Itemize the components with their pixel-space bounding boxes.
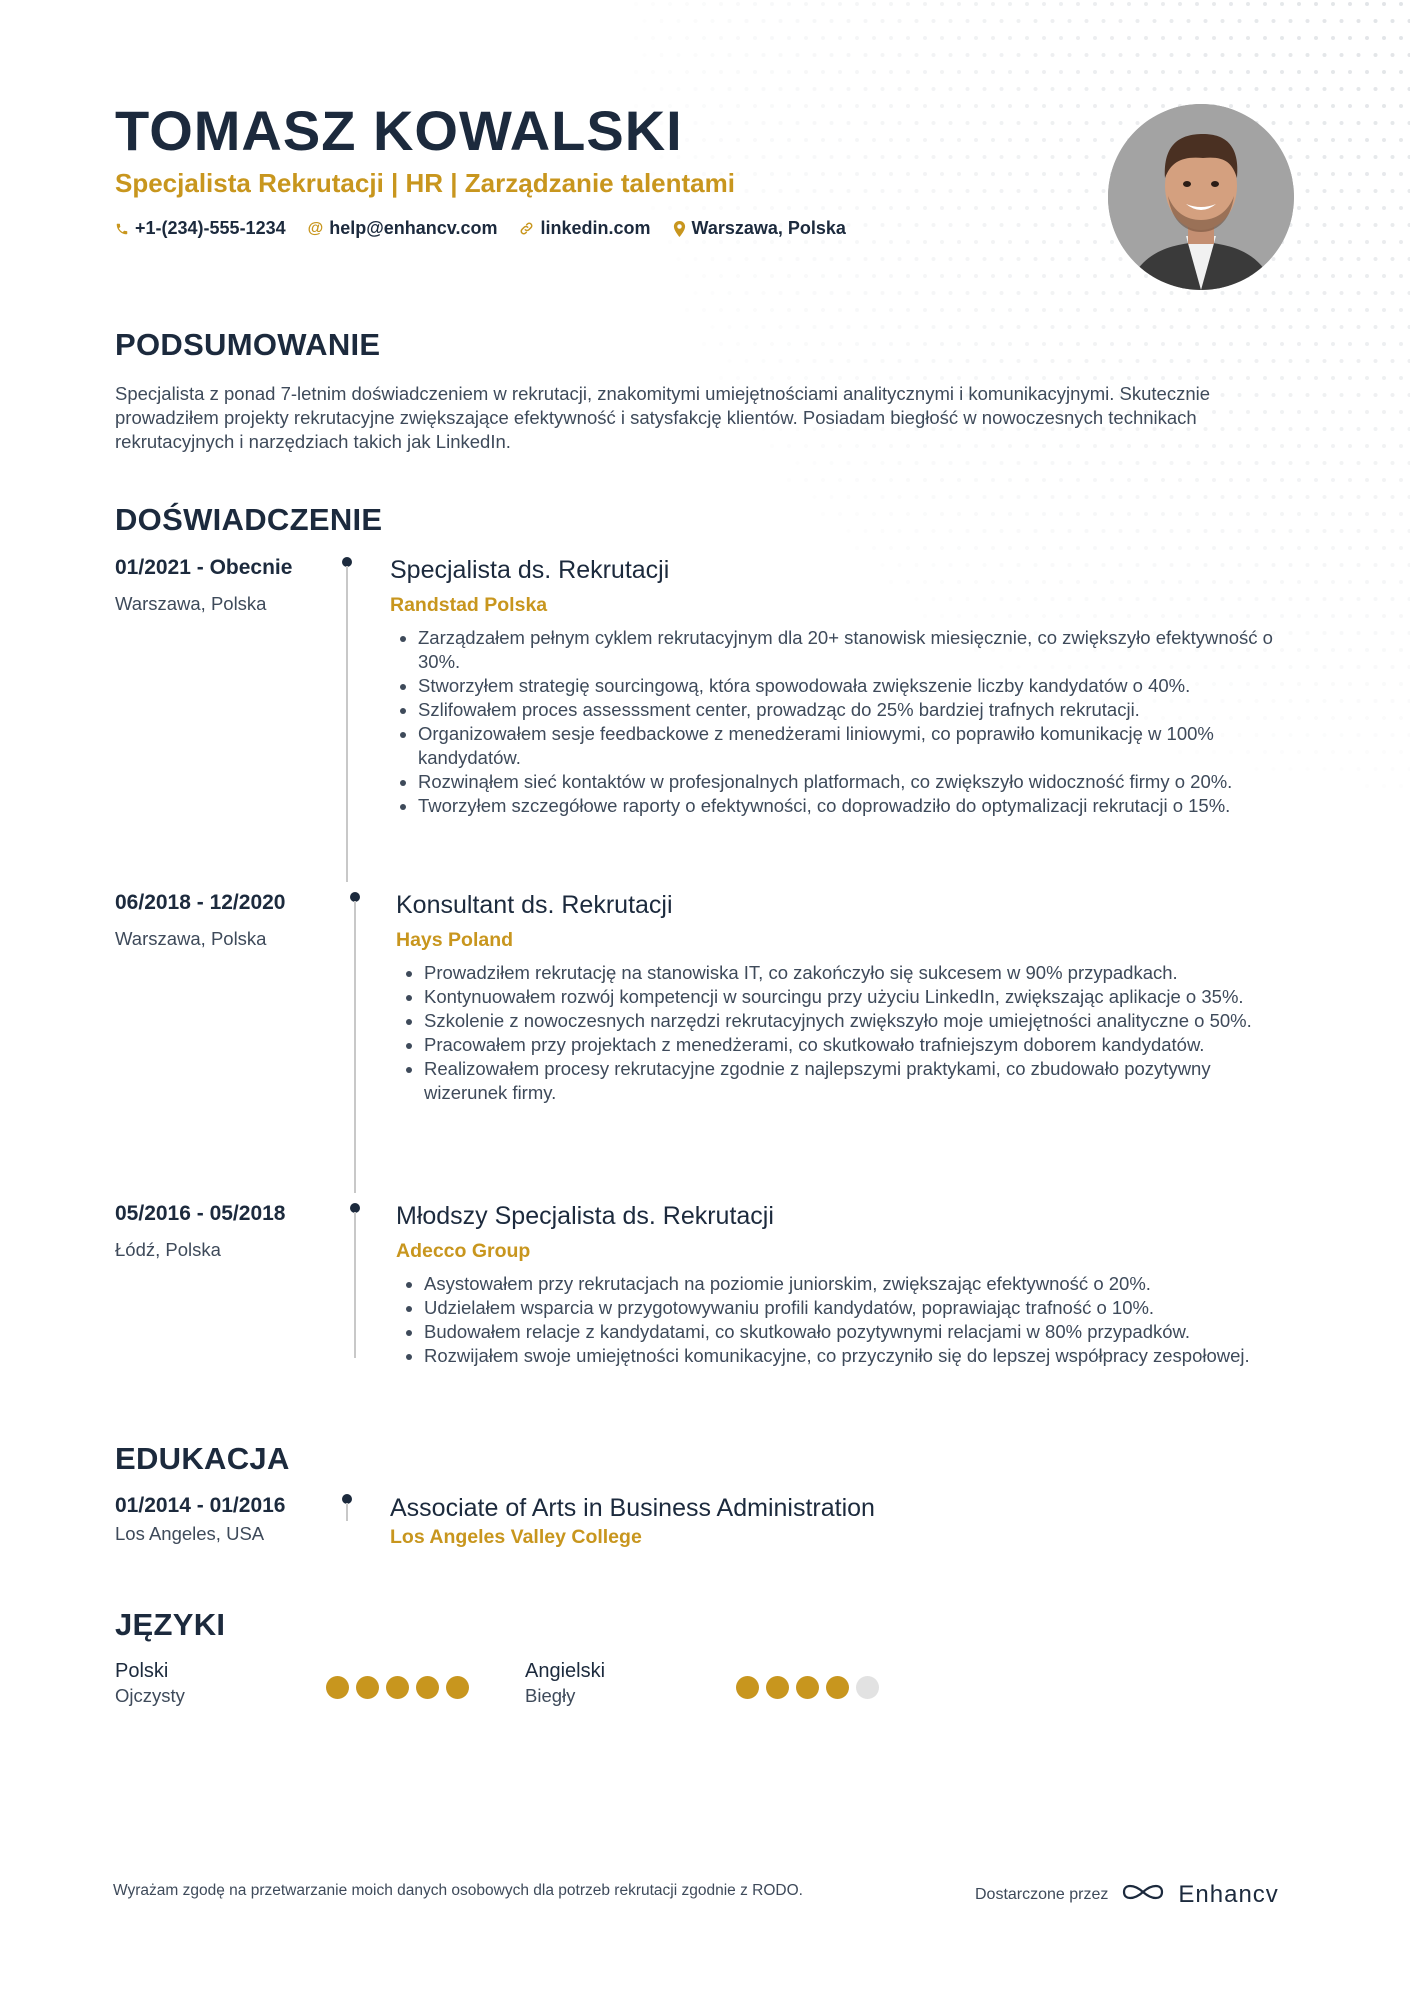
experience-bullet: • Asystowałem przy rekrutacjach na poziomie juniorskim, zwiększając efektywność o 20%. [424, 1272, 1296, 1296]
experience-company: Randstad Polska [390, 594, 548, 616]
experience-date-range: 01/2021 - Obecnie [115, 556, 293, 579]
rating-dot-filled [326, 1676, 349, 1699]
rating-dot-filled [736, 1676, 759, 1699]
education-degree: Associate of Arts in Business Administration [390, 1494, 875, 1522]
rating-dot-filled [826, 1676, 849, 1699]
contact-list [115, 218, 846, 239]
rating-dot-filled [766, 1676, 789, 1699]
rating-dot-empty [856, 1676, 879, 1699]
experience-dates [115, 1200, 285, 1262]
experience-item [396, 889, 1296, 1105]
experience-bullets [396, 961, 1296, 1105]
education-school: Los Angeles Valley College [390, 1526, 642, 1548]
experience-bullet: • Szkolenie z nowoczesnych narzędzi rekrutacyjnych zwiększyło moje umiejętności analityczne o 50%. [424, 1009, 1296, 1033]
experience-bullet: • Rozwinąłem sieć kontaktów w profesjonalnych platformach, co zwiększyło widoczność firmy o 20%. [418, 770, 1290, 794]
experience-title: DOŚWIADCZENIE [115, 502, 383, 537]
contact-email[interactable] [308, 218, 498, 239]
timeline-line [346, 1503, 348, 1521]
contact-phone[interactable] [115, 218, 286, 239]
rating-dot-filled [796, 1676, 819, 1699]
experience-bullets [390, 626, 1290, 818]
powered-by-label: Dostarczone przez [975, 1885, 1109, 1903]
education-date-range: 01/2014 - 01/2016 [115, 1494, 286, 1517]
powered-by[interactable] [975, 1880, 1279, 1909]
profile-photo [1108, 104, 1294, 290]
candidate-name: TOMASZ KOWALSKI [115, 99, 683, 162]
at-icon: @ [307, 219, 324, 237]
contact-linkedin-text: linkedin.com [540, 218, 651, 238]
language-item [115, 1658, 185, 1708]
experience-bullet: • Budowałem relacje z kandydatami, co skutkowało pozytywnymi relacjami w 80% przypadków. [424, 1320, 1296, 1344]
link-icon [519, 221, 534, 236]
enhancv-logo-icon [1120, 1880, 1166, 1909]
consent-note: Wyrażam zgodę na przetwarzanie moich danych osobowych dla potrzeb rekrutacji zgodnie z RODO. [113, 1882, 803, 1899]
contact-location [673, 218, 846, 239]
timeline-line [346, 566, 348, 882]
language-level: Biegły [525, 1685, 576, 1706]
education-location: Los Angeles, USA [115, 1523, 265, 1544]
experience-item [390, 554, 1290, 818]
timeline-line [354, 1212, 356, 1358]
experience-bullet: • Prowadziłem rekrutację na stanowiska IT, co zakończyło się sukcesem w 90% przypadkach. [424, 961, 1296, 985]
experience-date-range: 06/2018 - 12/2020 [115, 891, 286, 914]
education-title: EDUKACJA [115, 1441, 290, 1476]
contact-phone-text: +1-(234)-555-1234 [135, 218, 286, 238]
education-dates [115, 1492, 285, 1546]
experience-bullet: • Tworzyłem szczegółowe raporty o efektywności, co doprowadziło do optymalizacji rekrutacji o 15%. [418, 794, 1290, 818]
contact-location-text: Warszawa, Polska [691, 218, 846, 238]
experience-bullet: • Realizowałem procesy rekrutacyjne zgodnie z najlepszymi praktykami, co zbudowało pozytywny wizerunek firmy. [424, 1057, 1296, 1105]
experience-item [396, 1200, 1296, 1368]
language-rating [736, 1676, 879, 1699]
experience-company: Hays Poland [396, 929, 514, 951]
experience-role: Specjalista ds. Rekrutacji [390, 556, 670, 584]
experience-bullet: • Kontynuowałem rozwój kompetencji w sourcingu przy użyciu LinkedIn, zwiększając aplikacje o 35%. [424, 985, 1296, 1009]
experience-bullets [396, 1272, 1296, 1368]
experience-location: Łódź, Polska [115, 1239, 221, 1260]
experience-bullet: • Udzielałem wsparcia w przygotowywaniu profili kandydatów, poprawiając trafność o 10%. [424, 1296, 1296, 1320]
experience-role: Młodszy Specjalista ds. Rekrutacji [396, 1202, 774, 1230]
experience-bullet: • Organizowałem sesje feedbackowe z menedżerami liniowymi, co poprawiło komunikację w 100% kandydatów. [418, 722, 1290, 770]
experience-bullet: • Stworzyłem strategię sourcingową, która spowodowała zwiększenie liczby kandydatów o 40%. [418, 674, 1290, 698]
education-item [390, 1492, 1290, 1550]
contact-linkedin[interactable] [519, 218, 650, 239]
experience-location: Warszawa, Polska [115, 593, 267, 614]
experience-bullet: • Szlifowałem proces assesssment center, prowadząc do 25% bardziej trafnych rekrutacji. [418, 698, 1290, 722]
experience-date-range: 05/2016 - 05/2018 [115, 1202, 286, 1225]
rating-dot-filled [356, 1676, 379, 1699]
summary-title: PODSUMOWANIE [115, 327, 381, 362]
brand-name: Enhancv [1178, 1880, 1279, 1908]
experience-bullet: • Zarządzałem pełnym cyklem rekrutacyjnym dla 20+ stanowisk miesięcznie, co zwiększyło efektywność o 30%. [418, 626, 1290, 674]
experience-location: Warszawa, Polska [115, 928, 267, 949]
experience-bullet: • Pracowałem przy projektach z menedżerami, co skutkowało trafniejszym doborem kandydatów. [424, 1033, 1296, 1057]
language-item [525, 1658, 605, 1708]
summary-text: Specjalista z ponad 7-letnim doświadczeniem w rekrutacji, znakomitymi umiejętnościami analitycznymi i komunikacyjnymi. Skutecznie prowadziłem projekty rekrutacyjne zwiększające efektywność i satysfakcję klientów. Posiadam biegłość w nowoczesnych technikach rekrutacyjnych i narzędziach takich jak LinkedIn. [115, 383, 1211, 452]
experience-bullet: • Rozwijałem swoje umiejętności komunikacyjne, co przyczyniło się do lepszej współpracy zespołowej. [424, 1344, 1296, 1368]
experience-company: Adecco Group [396, 1240, 531, 1262]
experience-dates [115, 889, 285, 951]
location-pin-icon [673, 221, 686, 237]
experience-role: Konsultant ds. Rekrutacji [396, 891, 673, 919]
contact-email-text: help@enhancv.com [329, 218, 498, 238]
rating-dot-filled [446, 1676, 469, 1699]
candidate-headline: Specjalista Rekrutacji | HR | Zarządzanie talentami [115, 168, 735, 198]
timeline-line [354, 901, 356, 1193]
rating-dot-filled [416, 1676, 439, 1699]
language-rating [326, 1676, 469, 1699]
language-level: Ojczysty [115, 1685, 185, 1706]
language-name: Polski [115, 1660, 169, 1682]
rating-dot-filled [386, 1676, 409, 1699]
languages-title: JĘZYKI [115, 1607, 226, 1642]
language-name: Angielski [525, 1660, 606, 1682]
experience-dates [115, 554, 292, 616]
phone-icon [115, 222, 129, 236]
